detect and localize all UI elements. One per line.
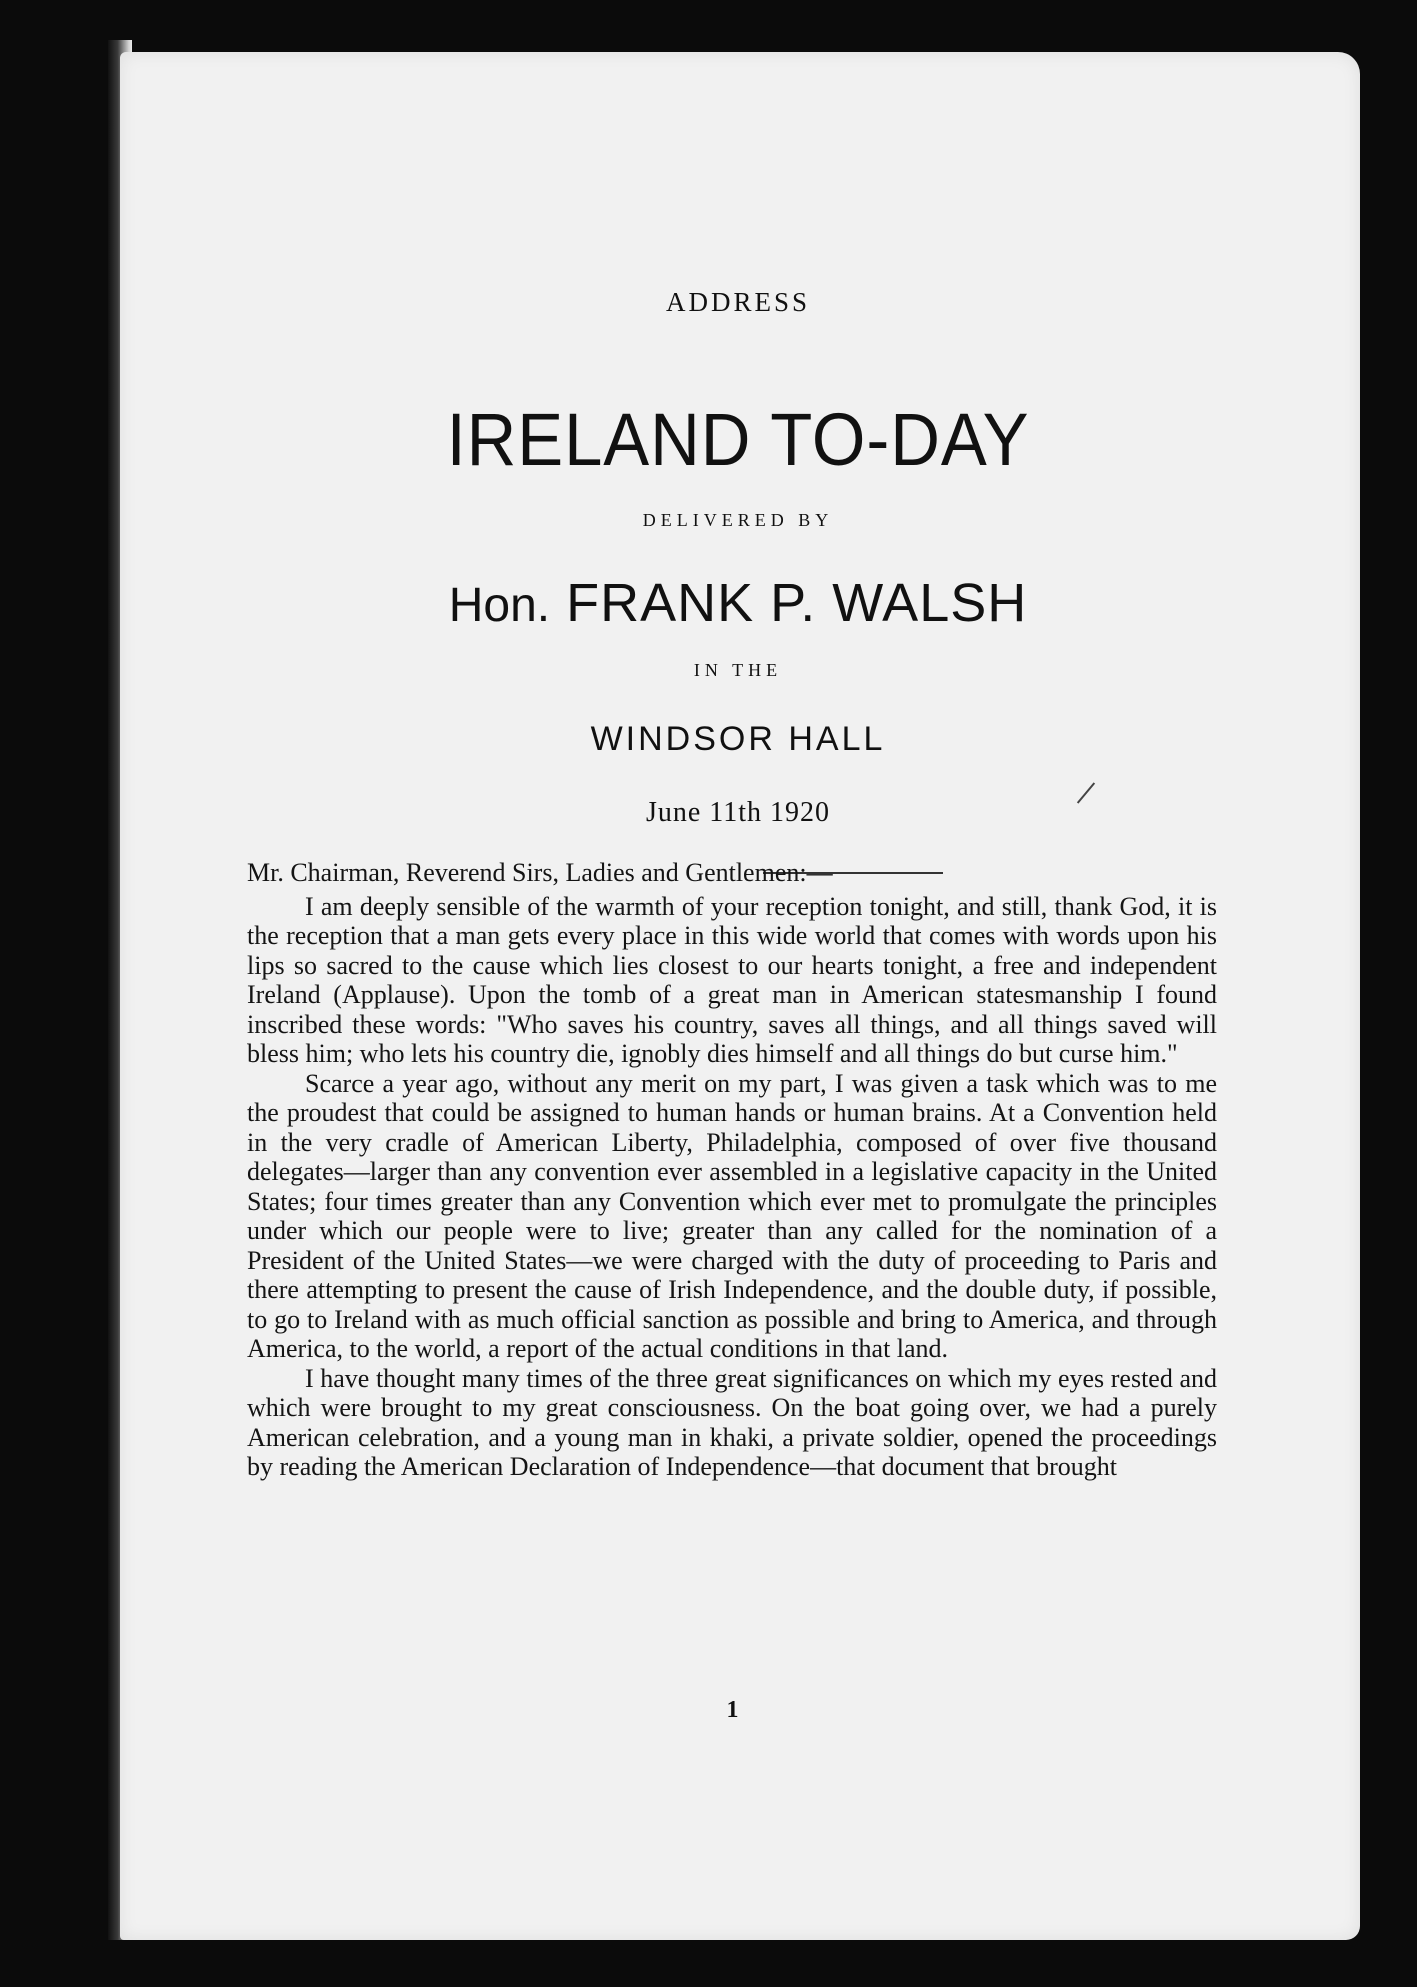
speaker-prefix: Hon. <box>448 579 551 632</box>
address-label: ADDRESS <box>665 287 811 317</box>
paragraph: I am deeply sensible of the warmth of your reception tonight, and still, thank God, it is the reception that a man gets every place in this wide world that comes with words upon his lips so sacred to the cause which lies closest to our hearts tonight, a free and independent Ireland (Applause). Upon the tomb of a great man in American statesmanship I found inscribed these words: "Who saves his country, saves all things, and all things saved will bless him; who lets his country die, ignobly dies himself and all things do but curse him." <box>247 891 1217 1068</box>
paragraph: I have thought many times of the three great significances on which my eyes rested and which were brought to my great consciousness. On the boat going over, we had a purely American celebration, and a young man in khaki, a private soldier, opened the proceedings by reading the American Declaration of Independence—that document that brought <box>247 1363 1217 1481</box>
salutation: Mr. Chairman, Reverend Sirs, Ladies and Gentlemen:— <box>247 858 833 887</box>
page-number: 1 <box>726 1697 739 1723</box>
speaker-line <box>248 572 1228 634</box>
paragraph: Scarce a year ago, without any merit on my part, I was given a task which was to me the proudest that could be assigned to human hands or human brains. At a Convention held in the very cradle of American Liberty, Philadelphia, composed of over five thousand delegates—larger than any convention ever assembled in a legislative capacity in the United States; four times greater than any Convention which ever met to promulgate the principles under which our people were to live; greater than any called for the nomination of a President of the United States—we were charged with the duty of proceeding to Paris and there attempting to present the cause of Irish Independence, and the double duty, if possible, to go to Ireland with as much official sanction as possible and bring to America, and through America, to the world, a report of the actual conditions in that land. <box>247 1068 1217 1363</box>
document-title: IRELAND TO-DAY <box>446 398 1030 481</box>
speech-date: June 11th 1920 <box>645 797 831 828</box>
venue-name: WINDSOR HALL <box>590 720 886 758</box>
speaker-name: FRANK P. WALSH <box>566 573 1028 633</box>
speech-body <box>247 858 1217 1482</box>
in-the-label: IN THE <box>693 660 783 680</box>
delivered-by-label: DELIVERED BY <box>642 510 834 530</box>
